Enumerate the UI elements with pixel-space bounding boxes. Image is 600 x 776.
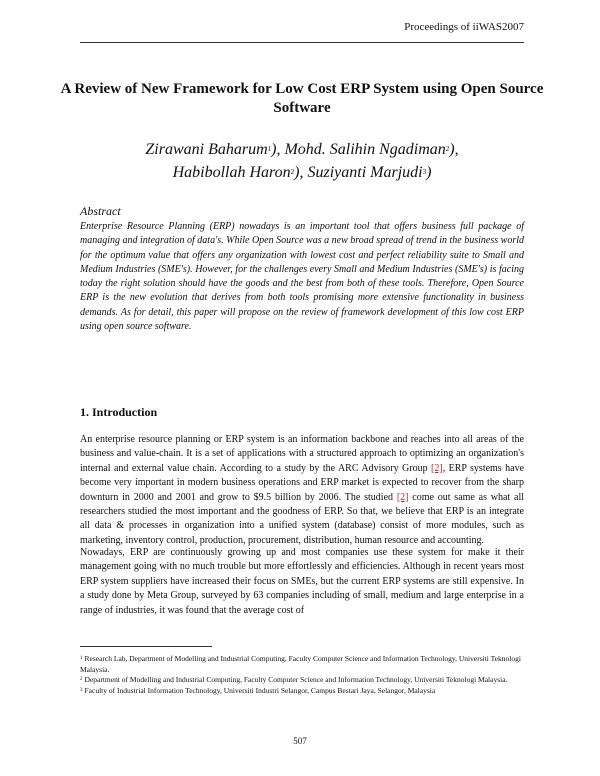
footnote-text: Department of Modelling and Industrial Computing, Faculty Computer Science and Information Technology, Universiti Teknologi Malaysia. — [84, 675, 508, 684]
citation-link[interactable]: [2] — [431, 462, 443, 474]
author-list: Zirawani Baharum$^1$), Mohd. Salihin Ngadiman$^2$), Habibollah Haron$^2$), Suziyanti Marjudi$^3$) — [145, 141, 459, 181]
citation-link[interactable]: [2] — [396, 491, 409, 503]
abstract-body: Enterprise Resource Planning (ERP) nowadays is an important tool that offers business full package of managing and integration of data's. While Open Source was a new broad spread of trend in the business world for the optimum value that offers any organization with lowest cost and perfect reliability suite to Small and Medium Industries (SME's). However, for the challenges every Small and Medium Industries (SME's) is facing today the right solution should have the goods and the best from both of these tools. Therefore, Open Source ERP is the new evolution that derives from both tools promising more extensive functionality in business demands. As for detail, this paper will propose on the review of framework development of this low cost ERP using open source software. — [80, 221, 524, 333]
paragraph-text: , ERP systems have become very important in modern business operations and ERP market is expected to recover from the sharp downturn in 2000 and 2001 and grow to $9.5 billion by 2006. The studied — [80, 462, 525, 503]
affiliation-mark: 2 — [290, 168, 295, 176]
footnote-divider — [80, 646, 212, 647]
paper-title: A Review of New Framework for Low Cost ERP System using Open Source Software — [60, 81, 544, 116]
footnote — [80, 686, 524, 697]
running-header: Proceedings of iiWAS2007 — [404, 21, 524, 33]
section-heading-introduction: 1. Introduction — [80, 405, 158, 419]
footnote-mark: 1 — [80, 656, 83, 661]
affiliation-mark: 1 — [267, 145, 272, 153]
footnote-mark: 3 — [80, 687, 83, 693]
paragraph-text: come out same as what all researchers studied the most important and the goodness of ERP. So that, we believe that ERP is an integrate all data & processes in organization into a unified system (database) consist of more modules, such as marketing, inventory control, production, procurement, distribution, human resource and accounting. — [80, 491, 524, 546]
footnote-text: Faculty of Industrial Information Technology, Universiti Industri Selangor, Campus Bestari Jaya, Selangor, Malaysia — [84, 685, 436, 695]
author-name: Habibollah Haron — [172, 164, 291, 181]
page-number: 507 — [293, 736, 307, 746]
footnote — [80, 675, 524, 686]
footnote-text: Research Lab, Department of Modelling and Industrial Computing, Faculty Computer Science and Information Technology, Universiti Teknologi Malaysia. — [80, 654, 521, 674]
header-divider — [80, 42, 524, 43]
abstract-heading: Abstract — [80, 204, 121, 218]
author-name: Mohd. Salihin Ngadiman — [284, 141, 446, 158]
author-name: Suziyanti Marjudi — [307, 164, 423, 181]
introduction-paragraph-1 — [80, 433, 524, 548]
paragraph-text: An enterprise resource planning or ERP system is an information backbone and reaches into all areas of the business and value-chain. It is a set of applications with a structured approach to optimizing an organization's internal and external value chain. According to a study by the ARC Advisory Group — [80, 434, 524, 474]
introduction-paragraph-2: Nowadays, ERP are continuously growing up and most companies use these system for make it their management going with no much trouble but more effortlessly and efficiencies. Although in recent years most ERP system suppliers have increased their focus on SMEs, but the current ERP systems are still expensive. In a study done by Meta Group, surveyed by 63 companies including of small, medium and large enterprise in a range of industries, it was found that the average cost of — [80, 547, 524, 616]
footnotes — [80, 654, 524, 696]
footnote — [80, 654, 524, 675]
affiliation-mark: 3 — [422, 168, 427, 176]
affiliation-mark: 2 — [445, 145, 450, 153]
author-name: Zirawani Baharum — [145, 141, 268, 158]
footnote-mark: 2 — [80, 677, 83, 682]
